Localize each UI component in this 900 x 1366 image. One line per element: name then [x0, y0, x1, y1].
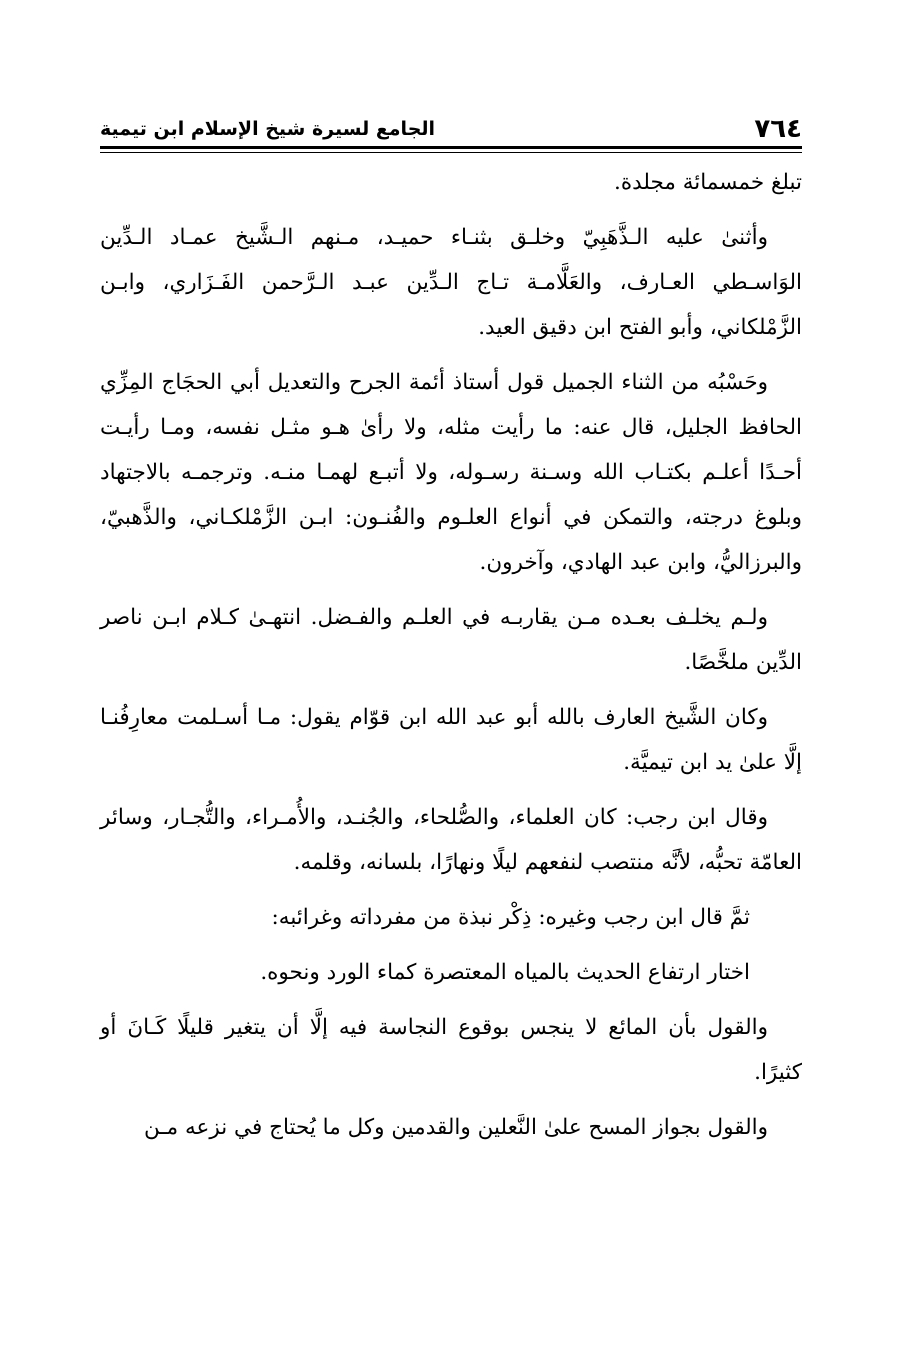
body-text: [100, 160, 802, 1160]
paragraph: وأثنىٰ عليه الـذَّهَبِيّ وخلـق بثنـاء حميـد، مـنهم الـشَّيخ عمـاد الـدِّين الوَاسـطي العـارف، والعَلَّامـة تـاج الـدِّين عبـد الـرَّحمن الفَـزَاري، وابـن الزَّمْلكاني، وأبو الفتح ابن دقيق العيد.: [100, 225, 802, 340]
page-header: [100, 108, 802, 144]
paragraph: ثمَّ قال ابن رجب وغيره: ذِكْر نبذة من مفرداته وغرائبه:: [271, 905, 750, 930]
page-number: ٧٦٤: [754, 114, 802, 144]
header-rule-thick: [100, 146, 802, 149]
paragraph: والقول بجواز المسح علىٰ النَّعلين والقدمين وكل ما يُحتاج في نزعه مـن: [143, 1115, 768, 1140]
paragraph: وكان الشَّيخ العارف بالله أبو عبد الله ابن قوّام يقول: مـا أسـلمت معارِفُنـا إلَّا علىٰ يد ابن تيميَّة.: [100, 705, 802, 775]
paragraph: اختار ارتفاع الحديث بالمياه المعتصرة كماء الورد ونحوه.: [260, 960, 750, 985]
running-title: الجامع لسيرة شيخ الإسلام ابن تيمية: [100, 118, 436, 140]
paragraph: ولـم يخلـف بعـده مـن يقاربـه في العلـم والفـضل. انتهـىٰ كـلام ابـن ناصر الدِّين ملخَّصًا.: [100, 605, 802, 675]
paragraph: تبلغ خمسمائة مجلدة.: [614, 170, 802, 195]
paragraph: وقال ابن رجب: كان العلماء، والصُّلحاء، والجُنـد، والأُمـراء، والتُّجـار، وسائر العامّة تحبُّه، لأنَّه منتصب لنفعهم ليلًا ونهارًا، بلسانه، وقلمه.: [100, 805, 802, 875]
paragraph: والقول بأن المائع لا ينجس بوقوع النجاسة فيه إلَّا أن يتغير قليلًا كَـانَ أو كثيرًا.: [100, 1015, 802, 1085]
header-rule-thin: [100, 152, 802, 153]
paragraph: وحَسْبُه من الثناء الجميل قول أستاذ أئمة الجرح والتعديل أبي الحجَاج المِزِّي الحافظ الجليل، قال عنه: ما رأيت مثله، ولا رأىٰ هـو مثـل نفسه، ومـا رأيـت أحـدًا أعلـم بكتـاب الله وسـنة رسـوله، ولا أتبـع لهمـا منـه. وترجمـه بالاجتهاد وبلوغ درجته، والتمكن في أنواع العلـوم والفُنـون: ابـن الزَّمْلكـاني، والذَّهبيّ، والبرزاليُّ، وابن عبد الهادي، وآخرون.: [100, 370, 802, 575]
